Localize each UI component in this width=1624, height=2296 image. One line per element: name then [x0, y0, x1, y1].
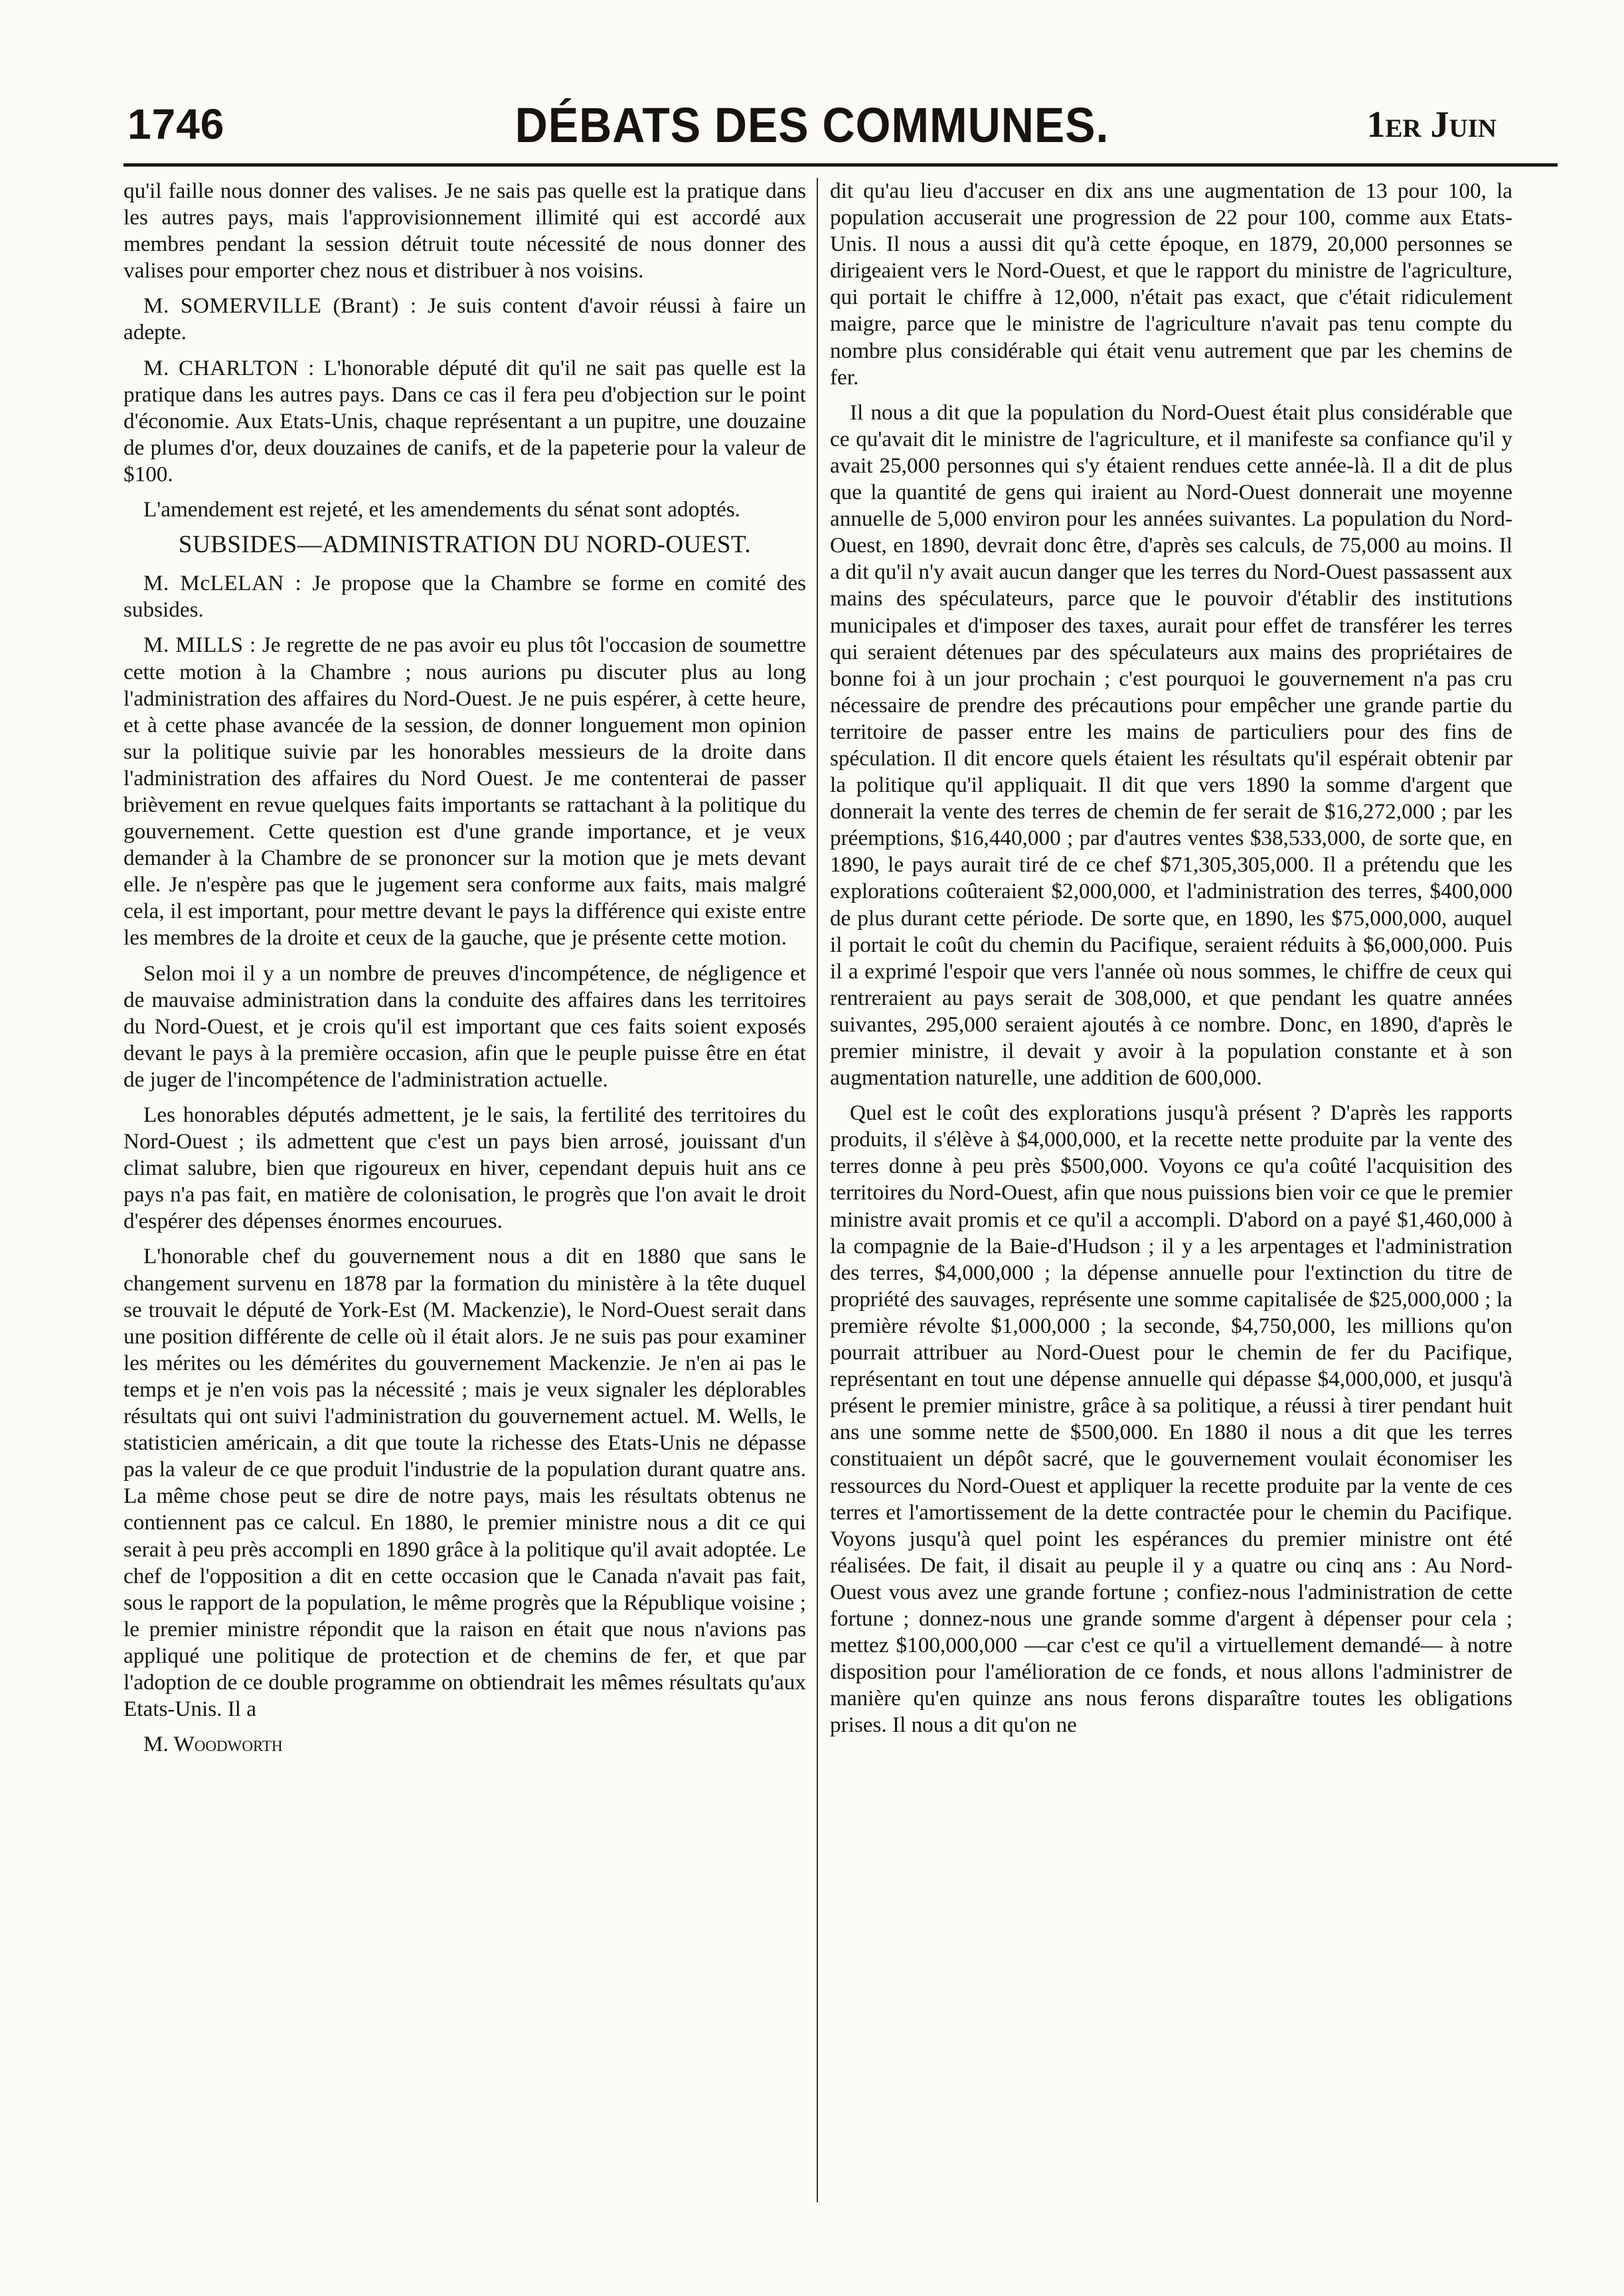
paragraph-text: Je regrette de ne pas avoir eu plus tôt l'occasion de soumettre cette motion à la Chambre ; nous aurions pu discuter plus au long l'administration des affaires du Nord-Ouest. Je ne puis espérer, à cette heure, et à cette phase avancée de la session, de donner longuement mon opinion sur la politique suivie par les honorables messieurs de la droite dans l'administration des affaires du Nord Ouest. Je me contenterai de passer brièvement en revue quelques faits importants se rattachant à la politique du gouvernement. Cette question est d'une grande importance, et je veux demander à la Chambre de se prononcer sur la motion que je mets devant elle. Je n'espère pas que le jugement sera conforme aux faits, mais malgré cela, il est important, pour mettre devant le pays la différence qui existe entre les membres de la droite et ceux de la gauche, que je présente cette motion.: [123, 633, 807, 951]
paragraph: [123, 960, 806, 1093]
left-column: [123, 178, 817, 2202]
page-title: DÉBATS DES COMMUNES.: [515, 98, 1109, 153]
running-header: [64, 100, 1560, 163]
speaker-name: M. CHARLTON :: [143, 355, 315, 380]
speaker-name: M. MILLS :: [143, 633, 256, 658]
header-date: 1er Juin: [1366, 104, 1497, 145]
paragraph-text: qu'il faille nous donner des valises. Je ne sais pas quelle est la pratique dans les autres pays, mais l'approvisionnement illimité qui est accordé aux membres pendant la session détruit toute nécessité de nous donner des valises pour emporter chez nous et distribuer à nos voisins.: [123, 179, 806, 283]
paragraph-text: Je suis content d'avoir réussi à faire un adepte.: [123, 293, 807, 345]
header-rule: [123, 163, 1558, 167]
catchword-signature: M. Woodworth: [143, 1732, 283, 1757]
paragraph-text: Quel est le coût des explorations jusqu'à présent ? D'après les rapports produits, il s'élève à $4,000,000, et la recette nette produite par la vente des terres donne à peu près $500,000. Voyons ce qu'a coûté l'acquisition des territoires du Nord-Ouest, afin que nous puissions bien voir ce que le premier ministre avait promis et ce qu'il a accompli. D'abord on a payé $1,460,000 à la compagnie de la Baie-d'Hudson ; il y a les arpentages et l'administration des terres, $4,000,000 ; la dépense annuelle pour l'extinction du titre de propriété des sauvages, représente une somme capitalisée de $25,000,000 ; la première révolte $1,000,000 ; la seconde, $4,750,000, les millions qu'on pourrait attribuer au Nord-Ouest pour le chemin de fer du Pacifique, représentant en tout une dépense annuelle qui dépasse $4,000,000, et jusqu'à présent le premier ministre, grâce à sa politique, a réussi à tirer pendant huit ans une somme nette de $500,000. En 1880 il nous a dit que les terres constituaient un dépôt sacré, que le gouvernement voulait économiser les ressources du Nord-Ouest et appliquer la recette produite par la vente de ces terres et l'amortissement de la dette contractée pour le chemin du Pacifique. Voyons jusqu'à quel point les espérances du premier ministre ont été réalisées. De fait, il disait au peuple il y a quatre ou cinq ans : Au Nord-Ouest vous avez une grande fortune ; confiez-nous l'administration de cette fortune ; donnez-nous une grande somme d'argent à dépenser pour cela ; mettez $100,000,000 —car c'est ce qu'il a virtuellement demandé— à notre disposition pour l'amélioration de ce fonds, et nous allons l'administrer de manière qu'en quinze ans nous ferons disparaître toutes les obligations prises. Il nous a dit qu'on ne: [830, 1101, 1512, 1738]
paragraph-text: dit qu'au lieu d'accuser en dix ans une augmentation de 13 pour 100, la population accuserait une progression de 22 pour 100, comme aux Etats-Unis. Il nous a aussi dit qu'à cette époque, en 1879, 20,000 personnes se dirigeaient vers le Nord-Ouest, et que le rapport du ministre de l'agriculture, qui portait le chiffre à 12,000, n'était pas exact, que c'était ridiculement maigre, parce que le ministre de l'agriculture n'avait pas tenu compte du nombre plus considérable qui était venu autrement que par les chemins de fer.: [830, 179, 1512, 390]
speaker-name: M. McLELAN :: [143, 571, 302, 596]
paragraph: [830, 178, 1512, 391]
paragraph: [123, 1243, 806, 1722]
speech-paragraph: [123, 293, 806, 346]
paragraph: [123, 497, 806, 523]
right-column: [818, 178, 1512, 2202]
speech-paragraph: [123, 632, 806, 951]
paragraph-text: Les honorables députés admettent, je le sais, la fertilité des territoires du Nord-Ouest ; ils admettent que c'est un pays bien arrosé, jouissant d'un climat salubre, bien que rigoureux en hiver, cependant depuis huit ans ce pays n'a pas fait, en matière de colonisation, le progrès que l'on avait le droit d'espérer des dépenses énormes encourues.: [123, 1103, 806, 1234]
page-number: 1746: [127, 100, 225, 148]
paragraph-text: Selon moi il y a un nombre de preuves d'incompétence, de négligence et de mauvaise administration dans la conduite des affaires dans les territoires du Nord-Ouest, et je crois qu'il est important que ces faits soient exposés devant le pays à la première occasion, afin que le peuple puisse être en état de juger de l'incompétence de l'administration actuelle.: [123, 960, 806, 1092]
paragraph: [123, 178, 806, 284]
text-columns: [123, 178, 1558, 2202]
section-heading: SUBSIDES—ADMINISTRATION DU NORD-OUEST.: [178, 531, 752, 559]
paragraph-text: Il nous a dit que la population du Nord-Ouest était plus considérable que ce qu'avait dit le ministre de l'agriculture, et il manifeste sa confiance qu'il y avait 25,000 personnes qui s'y étaient rendues cette année-là. Il a dit de plus que la quantité de gens qui iraient au Nord-Ouest donnerait une moyenne annuelle de 5,000 environ pour les années suivantes. La population du Nord-Ouest, en 1890, devrait donc être, d'après ses calculs, de 75,000 au moins. Il a dit qu'il n'y avait aucun danger que les terres du Nord-Ouest passassent aux mains des spéculateurs, parce que le pouvoir d'établir des institutions municipales et d'imposer des taxes, aurait pour effet de transférer les terres qui seraient détenues par des spéculateurs aux mains des propriétaires de bonne foi à un jour prochain ; c'est pourquoi le gouvernement n'a pas cru nécessaire de prendre des précautions pour empêcher une grande partie du territoire de passer entre les mains de particuliers pour des fins de spéculation. Il dit encore quels étaient les résultats qu'il espérait obtenir par la politique qu'il appliquait. Il dit que vers 1890 la somme d'argent que donnerait la vente des terres de chemin de fer serait de $16,272,000 ; par les préemptions, $16,440,000 ; par d'autres ventes $38,533,000, de sorte que, en 1890, le pays aurait tiré de ce chef $71,305,305,000. Il a prétendu que les explorations coûteraient $2,000,000, et l'administration des terres, $400,000 de plus durant cette période. De sorte que, en 1890, les $75,000,000, auquel il portait le coût du chemin du Pacifique, seraient réduits à $6,000,000. Puis il a exprimé l'espoir que vers l'année où nous sommes, le chiffre de ceux qui rentreraient au pays serait de 308,000, et que pendant les quatre années suivantes, 295,000 seraient ajoutés à ce nombre. Donc, en 1890, d'après le premier ministre, il devait y avoir à la population constante et à son augmentation naturelle, une addition de 600,000.: [830, 400, 1512, 1091]
paragraph: [830, 400, 1512, 1091]
paragraph-text: Je propose que la Chambre se forme en comité des subsides.: [123, 571, 807, 623]
paragraph-text: L'honorable chef du gouvernement nous a dit en 1880 que sans le changement survenu en 1878 par la formation du ministère à la tête duquel se trouvait le député de York-Est (M. Mackenzie), le Nord-Ouest serait dans une position différente de celle où il était alors. Je ne suis pas pour examiner les mérites ou les démérites du gouvernement Mackenzie. Je n'en ai pas le temps et je n'en vois pas la nécessité ; mais je veux signaler les déplorables résultats qui ont suivi l'administration du gouvernement actuel. M. Wells, le statisticien américain, a dit que toute la richesse des Etats-Unis ne dépasse pas la valeur de ce que produit l'industrie de la population durant quatre ans. La même chose peut se dire de notre pays, mais les résultats obtenus ne contiennent pas ce calcul. En 1880, le premier ministre nous a dit ce qui serait à peu près accompli en 1890 grâce à la politique qu'il avait adoptée. Le chef de l'opposition a dit en cette occasion que le Canada n'avait pas fait, sous le rapport de la population, le même progrès que la République voisine ; le premier ministre répondit que la raison en était que nous n'avions pas appliqué une politique de protection et de chemins de fer, et que par l'adoption de ce double programme on obtiendrait les mêmes résultats qu'aux Etats-Unis. Il a: [123, 1244, 806, 1722]
speech-paragraph: [123, 570, 806, 623]
paragraph: [830, 1100, 1512, 1738]
paragraph: [123, 1102, 806, 1235]
paragraph-text: L'honorable député dit qu'il ne sait pas quelle est la pratique dans les autres pays. Dans ce cas il fera peu d'objection sur le point d'économie. Aux Etats-Unis, chaque représentant a un pupitre, une douzaine de plumes d'or, deux douzaines de canifs, et de la papeterie pour la valeur de $100.: [123, 355, 806, 487]
paragraph-text: L'amendement est rejeté, et les amendements du sénat sont adoptés.: [143, 497, 740, 522]
speaker-name: M. SOMERVILLE (Brant) :: [143, 293, 417, 319]
speech-paragraph: [123, 355, 806, 488]
